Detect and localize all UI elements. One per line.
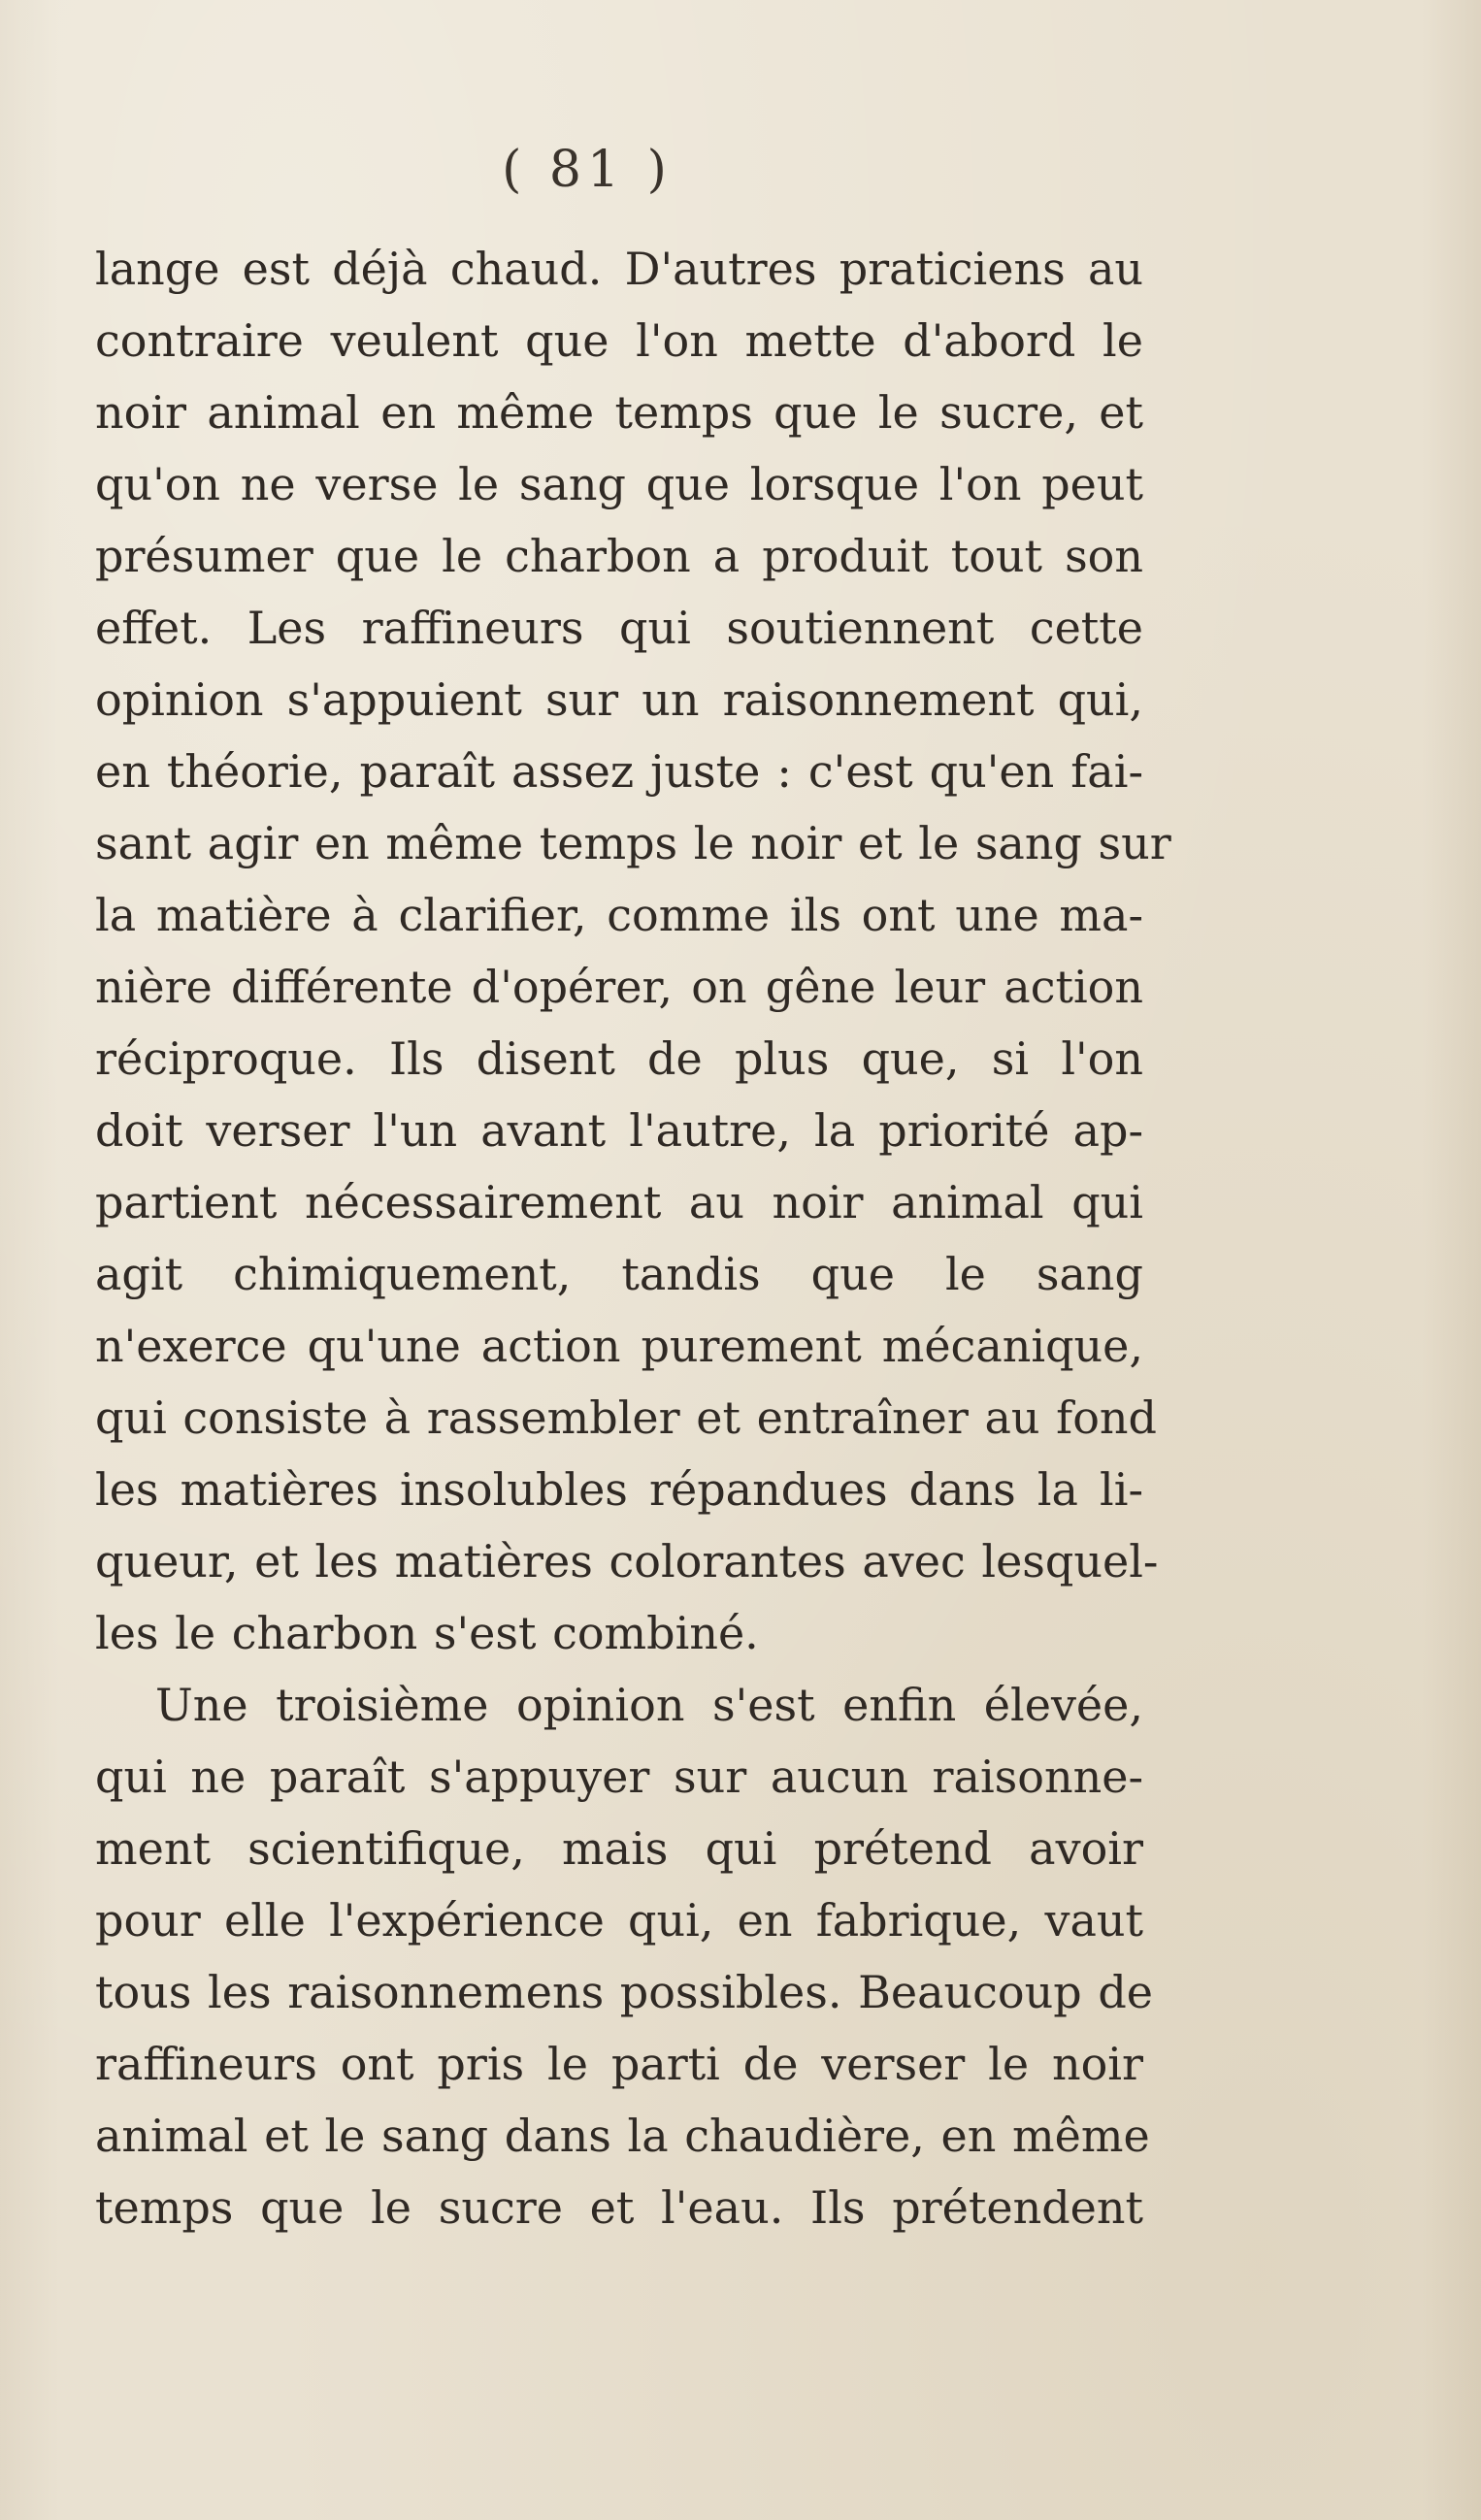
text-line: temps que le sucre et l'eau. Ils prétendent xyxy=(95,2181,1143,2234)
text-line: lange est déjà chaud. D'autres praticiens au xyxy=(95,243,1143,295)
text-line: les le charbon s'est combiné. xyxy=(95,1607,759,1659)
text-line: en théorie, paraît assez juste : c'est qu'en fai- xyxy=(95,745,1143,798)
text-line: agit chimiquement, tandis que le sang xyxy=(95,1248,1143,1300)
text-line: la matière à clarifier, comme ils ont une ma- xyxy=(95,889,1143,941)
text-line: raffineurs ont pris le parti de verser le noir xyxy=(95,2038,1143,2090)
text-line: n'exerce qu'une action purement mécanique, xyxy=(95,1320,1143,1372)
paragraph-2 xyxy=(95,1669,1153,2243)
text-line: les matières insolubles répandues dans la li- xyxy=(95,1463,1143,1516)
text-line: nière différente d'opérer, on gêne leur action xyxy=(95,961,1143,1013)
text-line: noir animal en même temps que le sucre, et xyxy=(95,386,1143,439)
text-line: tous les raisonnemens possibles. Beaucoup de xyxy=(95,1966,1153,2018)
text-line: queur, et les matières colorantes avec lesquel- xyxy=(95,1535,1159,1587)
text-line: présumer que le charbon a produit tout son xyxy=(95,530,1143,582)
body-text xyxy=(95,233,1171,2243)
text-line: sant agir en même temps le noir et le sang sur xyxy=(95,817,1171,869)
text-line: partient nécessairement au noir animal qui xyxy=(95,1176,1143,1228)
text-line: opinion s'appuient sur un raisonnement qui, xyxy=(95,673,1143,726)
page-number: ( 81 ) xyxy=(502,141,673,199)
text-line: effet. Les raffineurs qui soutiennent cette xyxy=(95,602,1143,654)
paragraph-1 xyxy=(95,233,1171,1669)
text-line: ment scientifique, mais qui prétend avoir xyxy=(95,1822,1143,1875)
text-line: qui ne paraît s'appuyer sur aucun raisonne- xyxy=(95,1751,1143,1803)
text-line: qu'on ne verse le sang que lorsque l'on peut xyxy=(95,458,1143,510)
text-line: pour elle l'expérience qui, en fabrique, vaut xyxy=(95,1894,1143,1947)
text-line: qui consiste à rassembler et entraîner au fond xyxy=(95,1391,1157,1444)
text-line: contraire veulent que l'on mette d'abord le xyxy=(95,314,1143,367)
text-line: doit verser l'un avant l'autre, la priorité ap- xyxy=(95,1104,1143,1157)
text-line: réciproque. Ils disent de plus que, si l'on xyxy=(95,1032,1143,1085)
text-line: animal et le sang dans la chaudière, en même xyxy=(95,2110,1150,2162)
text-line: Une troisième opinion s'est enfin élevée, xyxy=(155,1679,1143,1731)
